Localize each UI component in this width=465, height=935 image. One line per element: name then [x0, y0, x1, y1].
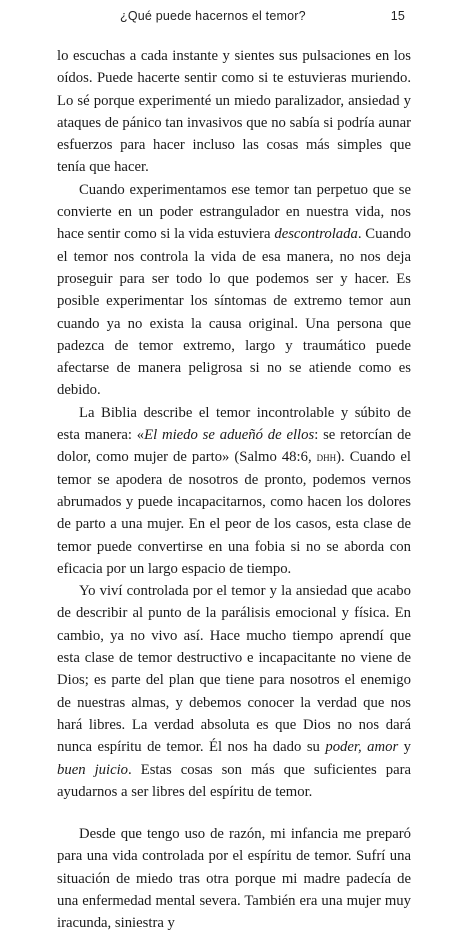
text-run: Yo viví controlada por el temor y la ansiedad que acabo de describir al punto de la parálisis emocional y física. En cambio, ya no vivo así. Hace mucho tiempo aprendí que esta clase de temor destructivo e incapacitante no viene de Dios; es parte del plan que tiene para nosotros el enemigo de nuestras almas, y debemos conocer la verdad que nos hará libres. La verdad absoluta es que Dios no nos dará nunca espíritu de temor. Él nos ha dado su — [57, 583, 411, 756]
running-title: ¿Qué puede hacernos el temor? — [120, 9, 306, 23]
text-run: y — [398, 739, 411, 756]
text-run: Desde que tengo uso de razón, mi infancia me preparó para una vida controlada por el espíritu de temor. Sufrí una situación de miedo tras otra porque mi madre padecía de una enfermedad mental severa. También era una mujer muy iracunda, siniestra y — [57, 826, 411, 932]
text-run: ). Cuando el temor se apodera de nosotros de pronto, podemos vernos abrumados y puede incapacitarnos, como hacen los dolores de parto a una mujer. En el peor de los casos, esta clase de temor puede convertirse en una fobia si no se aborda con eficacia por un largo espacio de tiempo. — [57, 449, 411, 577]
text-run: . Estas cosas son más que suficientes para ayudarnos a ser libres del espíritu de temor. — [57, 761, 412, 800]
emphasis-text: buen juicio — [57, 761, 129, 778]
paragraph-4 — [57, 580, 411, 803]
text-run: : se retorcían de dolor, como mujer de parto» (Salmo 48:6, — [57, 427, 411, 466]
text-run: La Biblia describe el temor incontrolable y súbito de esta manera: « — [57, 404, 411, 444]
text-run: . Cuando el temor nos controla la vida de esa manera, no nos deja proseguir para ser todo lo que podemos ser y hacer. Es posible experimentar los síntomas de extremo temor aun cuando ya no exista la causa original. Una persona que padezca de temor extremo, largo y traumático puede afectarse de manera peligrosa si no se atiende como es debido. — [57, 226, 411, 399]
page-number: 15 — [390, 9, 405, 23]
emphasis-text: poder, amor — [325, 739, 399, 756]
paragraph-3 — [57, 402, 411, 580]
text-run: Cuando experimentamos ese temor tan perpetuo que se convierte en un poder estrangulador en nuestra vida, nos hace sentir como si la vida estuviera — [57, 181, 411, 243]
body-text — [57, 45, 411, 935]
paragraph-1 — [57, 45, 411, 179]
paragraph-5 — [57, 823, 411, 934]
bible-version-abbrev: dhh — [316, 449, 337, 465]
running-head — [60, 9, 405, 29]
scripture-quote: El miedo se adueñó de ellos — [144, 427, 315, 444]
text-run: lo escuchas a cada instante y sientes sus pulsaciones en los oídos. Puede hacerte sentir como si te estuvieras muriendo. Lo sé porque experimenté un miedo paralizador, ansiedad y ataques de pánico tan invasivos que no sabía si podría aunar esfuerzos para hacer incluso las cosas más simples que tenía que hacer. — [57, 48, 411, 176]
paragraph-2 — [57, 179, 411, 402]
emphasis-text: descontrolada — [274, 226, 358, 243]
